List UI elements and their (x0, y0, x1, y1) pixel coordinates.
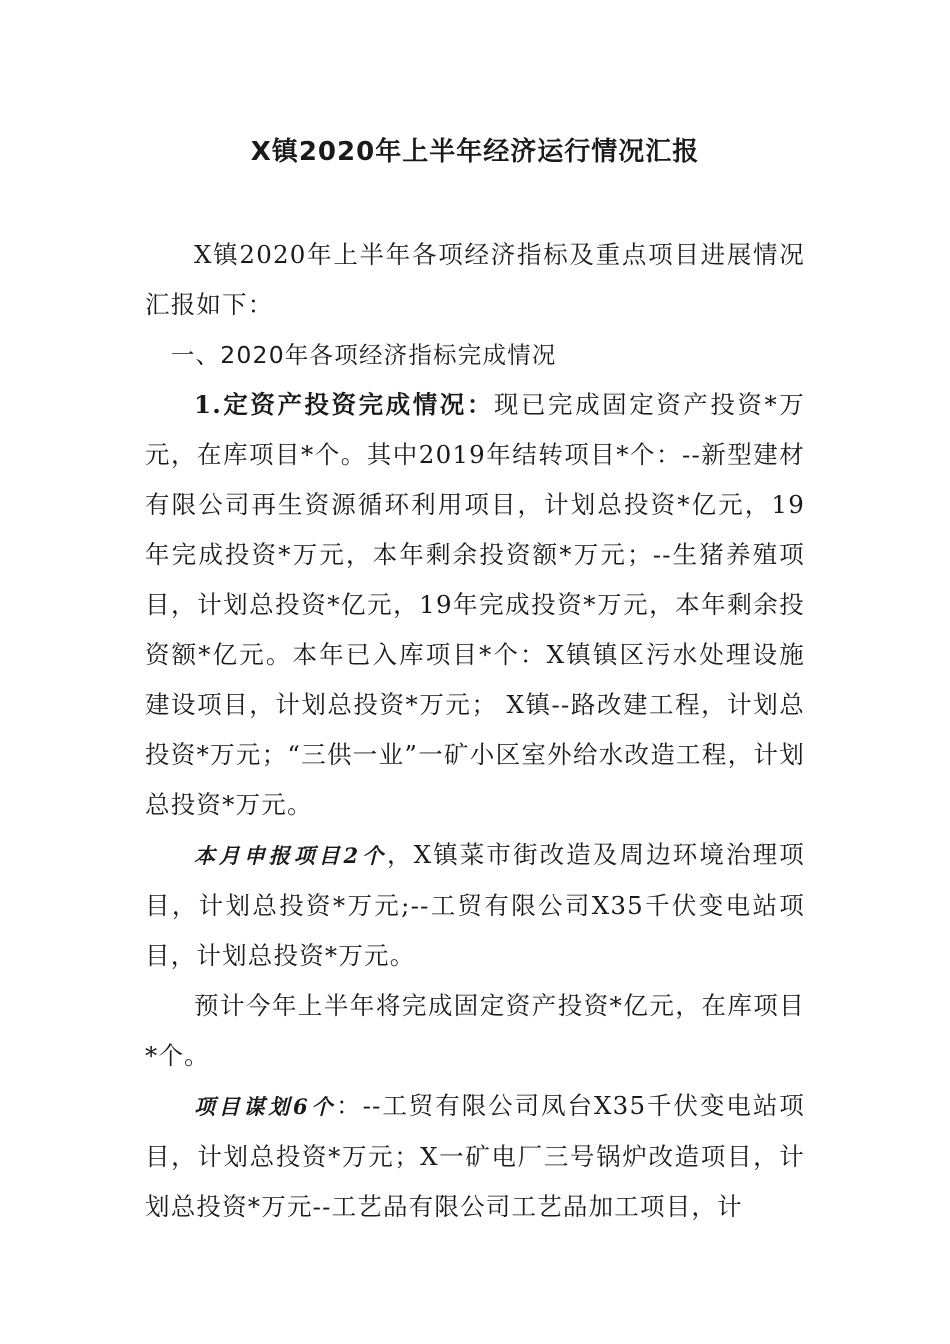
paragraph-text: ，X镇菜市街改造及周边环境治理项目，计划总投资*万元;--工贸有限公司X35千伏变电站项目，计划总投资*万元。 (145, 840, 805, 970)
paragraph-text: 现已完成固定资产投资*万元，在库项目*个。其中2019年结转项目*个：--新型建材有限公司再生资源循环利用项目，计划总投资*亿元，19年完成投资*万元，本年剩余投资额*万元；--生猪养殖项目，计划总投资*亿元，19年完成投资*万元，本年剩余投资额*亿元。本年已入库项目*个：X镇镇区污水处理设施建设项目，计划总投资*万元； X镇--路改建工程，计划总投资*万元；“三供一业”一矿小区室外给水改造工程，计划总投资*万元。 (145, 390, 805, 819)
section-heading: 一、2020年各项经济指标完成情况 (170, 341, 557, 369)
intro-paragraph: X镇2020年上半年各项经济指标及重点项目进展情况汇报如下： (145, 240, 805, 319)
document-body (145, 230, 805, 1232)
paragraph-lead: 项目谋划6个 (194, 1094, 337, 1119)
paragraph-lead: 本月申报项目2个 (194, 843, 387, 868)
document-title: X镇2020年上半年经济运行情况汇报 (250, 137, 700, 167)
paragraph-text: ：--工贸有限公司凤台X35千伏变电站项目，计划总投资*万元；X一矿电厂三号锅炉改造项目，计划总投资*万元--工艺品有限公司工艺品加工项目，计 (145, 1091, 805, 1221)
paragraph-lead: 1.定资产投资完成情况： (194, 390, 494, 419)
paragraph-monthly-declared-projects (145, 830, 805, 981)
paragraph-forecast: 预计今年上半年将完成固定资产投资*亿元，在库项目*个。 (145, 991, 805, 1070)
paragraph-fixed-asset-investment (145, 380, 805, 830)
paragraph-planned-projects (145, 1081, 805, 1232)
